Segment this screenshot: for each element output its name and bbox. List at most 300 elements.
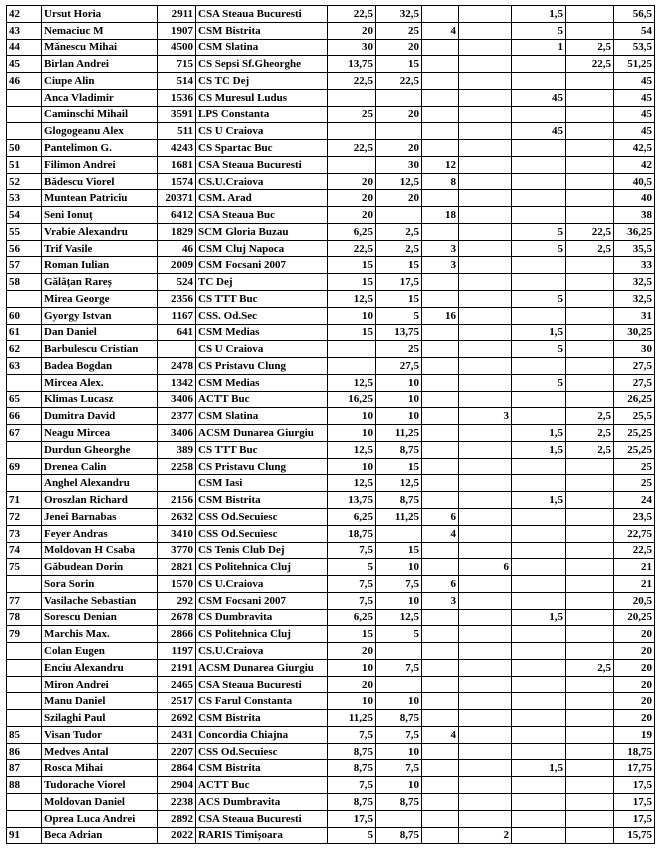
player-code-cell: 2156 [158,492,196,509]
points-total-cell: 42,5 [614,140,655,157]
points-6-cell [566,22,614,39]
points-4-cell [459,374,512,391]
player-name-cell: Bădescu Viorel [42,173,158,190]
club-name-cell: CS Politehnica Cluj [196,626,328,643]
rank-cell: 65 [7,391,42,408]
points-3-cell [422,643,459,660]
points-6-cell [566,525,614,542]
points-5-cell [512,726,566,743]
points-2-cell: 7,5 [376,726,422,743]
rank-cell: 79 [7,626,42,643]
points-2-cell: 10 [376,374,422,391]
table-row [7,374,655,391]
club-name-cell: ACTT Buc [196,391,328,408]
points-3-cell [422,374,459,391]
points-total-cell: 32,5 [614,291,655,308]
player-name-cell: Sora Sorin [42,576,158,593]
points-4-cell [459,341,512,358]
points-6-cell [566,73,614,90]
club-name-cell: CS.U.Craiova [196,173,328,190]
player-code-cell: 4243 [158,140,196,157]
points-3-cell [422,140,459,157]
points-total-cell: 45 [614,89,655,106]
points-5-cell: 1,5 [512,425,566,442]
club-name-cell: CS U Craiova [196,341,328,358]
points-total-cell: 30 [614,341,655,358]
points-3-cell [422,391,459,408]
points-1-cell: 6,25 [328,223,376,240]
points-6-cell [566,743,614,760]
points-6-cell [566,542,614,559]
points-5-cell: 1,5 [512,441,566,458]
player-code-cell: 1197 [158,643,196,660]
points-6-cell [566,274,614,291]
points-5-cell [512,274,566,291]
points-2-cell: 15 [376,291,422,308]
player-code-cell: 1536 [158,89,196,106]
points-1-cell: 12,5 [328,441,376,458]
points-1-cell: 7,5 [328,592,376,609]
points-3-cell [422,73,459,90]
points-1-cell: 17,5 [328,810,376,827]
player-name-cell: Durdun Gheorghe [42,441,158,458]
player-code-cell: 3410 [158,525,196,542]
player-code-cell: 2678 [158,609,196,626]
player-code-cell: 1574 [158,173,196,190]
points-3-cell [422,609,459,626]
points-total-cell: 17,75 [614,760,655,777]
player-name-cell: Filimon Andrei [42,156,158,173]
table-row [7,710,655,727]
points-1-cell: 15 [328,324,376,341]
points-total-cell: 56,5 [614,6,655,23]
table-row [7,190,655,207]
points-total-cell: 45 [614,73,655,90]
points-4-cell [459,525,512,542]
points-6-cell: 2,5 [566,240,614,257]
points-1-cell [328,156,376,173]
points-5-cell: 5 [512,341,566,358]
club-name-cell: CS Farul Constanta [196,693,328,710]
points-5-cell [512,693,566,710]
points-4-cell [459,140,512,157]
table-row [7,827,655,844]
ranking-table-body [7,6,655,844]
points-3-cell [422,542,459,559]
points-3-cell: 8 [422,173,459,190]
rank-cell: 45 [7,56,42,73]
points-3-cell [422,827,459,844]
points-2-cell: 15 [376,257,422,274]
points-total-cell: 19 [614,726,655,743]
player-code-cell: 3591 [158,106,196,123]
points-4-cell [459,240,512,257]
points-5-cell [512,676,566,693]
points-2-cell [376,123,422,140]
table-row [7,592,655,609]
points-4-cell [459,56,512,73]
points-4-cell [459,592,512,609]
points-5-cell [512,458,566,475]
points-3-cell [422,793,459,810]
rank-cell [7,106,42,123]
points-1-cell: 22,5 [328,73,376,90]
player-name-cell: Rosca Mihai [42,760,158,777]
points-4-cell [459,257,512,274]
points-5-cell: 5 [512,22,566,39]
club-name-cell: CSM Medias [196,324,328,341]
club-name-cell: CSM. Arad [196,190,328,207]
table-row [7,274,655,291]
points-2-cell: 5 [376,307,422,324]
points-4-cell [459,391,512,408]
player-name-cell: Seni Ionuț [42,207,158,224]
points-2-cell: 5 [376,626,422,643]
points-3-cell: 4 [422,726,459,743]
points-2-cell [376,810,422,827]
player-name-cell: Birlan Andrei [42,56,158,73]
points-6-cell [566,726,614,743]
player-name-cell: Sorescu Denian [42,609,158,626]
rank-cell: 46 [7,73,42,90]
club-name-cell: CSM Slatina [196,408,328,425]
points-5-cell [512,777,566,794]
points-5-cell [512,358,566,375]
club-name-cell: CSM Medias [196,374,328,391]
rank-cell: 71 [7,492,42,509]
table-row [7,6,655,23]
points-2-cell: 11,25 [376,425,422,442]
table-row [7,810,655,827]
points-4-cell [459,123,512,140]
player-name-cell: Anghel Alexandru [42,475,158,492]
player-code-cell: 1907 [158,22,196,39]
points-3-cell [422,56,459,73]
points-1-cell: 20 [328,207,376,224]
points-total-cell: 20 [614,643,655,660]
points-4-cell [459,207,512,224]
rank-cell: 86 [7,743,42,760]
rank-cell: 88 [7,777,42,794]
player-code-cell: 389 [158,441,196,458]
points-3-cell [422,106,459,123]
player-name-cell: Medves Antal [42,743,158,760]
points-5-cell: 5 [512,291,566,308]
table-row [7,257,655,274]
points-3-cell [422,223,459,240]
points-6-cell [566,576,614,593]
points-6-cell [566,324,614,341]
points-1-cell: 13,75 [328,56,376,73]
player-code-cell: 20371 [158,190,196,207]
table-row [7,207,655,224]
player-name-cell: Tudorache Viorel [42,777,158,794]
points-5-cell [512,559,566,576]
points-4-cell [459,508,512,525]
player-code-cell: 2632 [158,508,196,525]
table-row [7,726,655,743]
player-name-cell: Gălățan Rareș [42,274,158,291]
player-code-cell: 6412 [158,207,196,224]
points-4-cell [459,542,512,559]
player-name-cell: Dan Daniel [42,324,158,341]
points-2-cell [376,89,422,106]
player-code-cell: 3770 [158,542,196,559]
points-total-cell: 35,5 [614,240,655,257]
player-name-cell: Beca Adrian [42,827,158,844]
points-1-cell: 20 [328,643,376,660]
rank-cell [7,659,42,676]
points-1-cell: 12,5 [328,291,376,308]
points-6-cell [566,676,614,693]
player-name-cell: Muntean Patriciu [42,190,158,207]
points-1-cell: 7,5 [328,777,376,794]
points-1-cell: 30 [328,39,376,56]
points-3-cell: 6 [422,576,459,593]
points-5-cell: 1 [512,39,566,56]
points-4-cell [459,743,512,760]
points-5-cell: 5 [512,374,566,391]
points-total-cell: 18,75 [614,743,655,760]
player-name-cell: Colan Eugen [42,643,158,660]
club-name-cell: LPS Constanta [196,106,328,123]
club-name-cell: CSM Iasi [196,475,328,492]
points-6-cell [566,559,614,576]
points-6-cell [566,475,614,492]
points-1-cell: 10 [328,307,376,324]
points-1-cell: 20 [328,22,376,39]
points-3-cell [422,559,459,576]
points-total-cell: 45 [614,106,655,123]
rank-cell: 50 [7,140,42,157]
points-1-cell: 10 [328,693,376,710]
points-total-cell: 40,5 [614,173,655,190]
player-code-cell: 4500 [158,39,196,56]
player-code-cell: 641 [158,324,196,341]
points-1-cell: 8,75 [328,743,376,760]
points-3-cell [422,458,459,475]
points-total-cell: 17,5 [614,777,655,794]
rank-cell [7,89,42,106]
player-name-cell: Klimas Lucasz [42,391,158,408]
points-6-cell [566,592,614,609]
points-2-cell: 13,75 [376,324,422,341]
points-total-cell: 26,25 [614,391,655,408]
club-name-cell: CS Pristavu Clung [196,358,328,375]
points-1-cell: 6,25 [328,609,376,626]
club-name-cell: SCM Gloria Buzau [196,223,328,240]
points-5-cell [512,307,566,324]
points-2-cell: 10 [376,693,422,710]
rank-cell: 43 [7,22,42,39]
club-name-cell: CS Politehnica Cluj [196,559,328,576]
points-5-cell [512,659,566,676]
player-name-cell: Găbudean Dorin [42,559,158,576]
points-4-cell [459,291,512,308]
club-name-cell: CS TTT Buc [196,291,328,308]
points-2-cell: 10 [376,777,422,794]
points-total-cell: 20 [614,659,655,676]
points-2-cell: 15 [376,458,422,475]
points-4-cell [459,760,512,777]
points-5-cell [512,827,566,844]
player-name-cell: Manu Daniel [42,693,158,710]
points-5-cell [512,542,566,559]
points-4-cell [459,358,512,375]
player-name-cell: Vasilache Sebastian [42,592,158,609]
club-name-cell: ACSM Dunarea Giurgiu [196,425,328,442]
table-row [7,508,655,525]
club-name-cell: CSM Bistrita [196,492,328,509]
player-code-cell: 46 [158,240,196,257]
player-code-cell: 2191 [158,659,196,676]
rank-cell: 85 [7,726,42,743]
points-4-cell [459,492,512,509]
rank-cell: 53 [7,190,42,207]
points-total-cell: 20,5 [614,592,655,609]
player-name-cell: Gyorgy Istvan [42,307,158,324]
points-total-cell: 42 [614,156,655,173]
club-name-cell: TC Dej [196,274,328,291]
points-2-cell: 8,75 [376,441,422,458]
player-code-cell: 1681 [158,156,196,173]
points-total-cell: 53,5 [614,39,655,56]
points-total-cell: 25 [614,475,655,492]
player-name-cell: Drenea Calin [42,458,158,475]
points-1-cell: 7,5 [328,576,376,593]
points-6-cell [566,207,614,224]
points-4-cell [459,576,512,593]
points-6-cell [566,341,614,358]
points-4-cell [459,793,512,810]
points-1-cell: 13,75 [328,492,376,509]
player-code-cell: 514 [158,73,196,90]
points-4-cell [459,710,512,727]
points-3-cell: 18 [422,207,459,224]
player-name-cell: Ciupe Alin [42,73,158,90]
player-name-cell: Anca Vladimir [42,89,158,106]
points-2-cell: 17,5 [376,274,422,291]
table-row [7,223,655,240]
points-4-cell [459,307,512,324]
table-row [7,525,655,542]
player-name-cell: Glogogeanu Alex [42,123,158,140]
club-name-cell: CSM Focsani 2007 [196,257,328,274]
points-3-cell: 3 [422,240,459,257]
points-4-cell [459,458,512,475]
player-code-cell: 3406 [158,391,196,408]
club-name-cell: CSM Bistrita [196,710,328,727]
points-total-cell: 22,5 [614,542,655,559]
rank-cell [7,441,42,458]
rank-cell: 67 [7,425,42,442]
points-4-cell [459,223,512,240]
points-2-cell [376,525,422,542]
points-2-cell: 32,5 [376,6,422,23]
points-1-cell: 18,75 [328,525,376,542]
table-row [7,559,655,576]
player-name-cell: Pantelimon G. [42,140,158,157]
points-2-cell: 15 [376,542,422,559]
points-3-cell [422,441,459,458]
points-4-cell [459,475,512,492]
points-3-cell [422,777,459,794]
rank-cell: 74 [7,542,42,559]
points-6-cell [566,693,614,710]
points-6-cell [566,190,614,207]
player-name-cell: Mirea George [42,291,158,308]
player-code-cell: 2238 [158,793,196,810]
table-row [7,240,655,257]
rank-cell: 62 [7,341,42,358]
points-3-cell [422,123,459,140]
rank-cell [7,810,42,827]
table-row [7,475,655,492]
points-3-cell [422,358,459,375]
points-total-cell: 20 [614,626,655,643]
player-name-cell: Vrabie Alexandru [42,223,158,240]
points-1-cell [328,341,376,358]
points-5-cell [512,257,566,274]
points-total-cell: 20 [614,676,655,693]
points-3-cell [422,89,459,106]
club-name-cell: CSA Steaua Bucuresti [196,6,328,23]
player-name-cell: Neagu Mircea [42,425,158,442]
points-5-cell [512,710,566,727]
points-3-cell [422,626,459,643]
points-3-cell: 4 [422,22,459,39]
points-2-cell: 20 [376,39,422,56]
player-code-cell: 2904 [158,777,196,794]
table-row [7,341,655,358]
rank-cell [7,374,42,391]
player-name-cell: Szilaghi Paul [42,710,158,727]
rank-cell: 55 [7,223,42,240]
table-row [7,760,655,777]
points-5-cell: 5 [512,223,566,240]
rank-cell: 91 [7,827,42,844]
club-name-cell: ACTT Buc [196,777,328,794]
rank-cell: 60 [7,307,42,324]
player-name-cell: Ursut Horia [42,6,158,23]
points-1-cell: 8,75 [328,793,376,810]
table-row [7,626,655,643]
points-6-cell [566,810,614,827]
player-code-cell: 3406 [158,425,196,442]
points-4-cell [459,274,512,291]
points-6-cell [566,626,614,643]
rank-cell: 57 [7,257,42,274]
points-total-cell: 51,25 [614,56,655,73]
points-6-cell: 2,5 [566,39,614,56]
points-3-cell: 12 [422,156,459,173]
points-6-cell [566,6,614,23]
club-name-cell: CSM Bistrita [196,760,328,777]
points-1-cell: 15 [328,274,376,291]
player-code-cell: 1829 [158,223,196,240]
points-1-cell: 8,75 [328,760,376,777]
points-4-cell: 3 [459,408,512,425]
rank-cell [7,793,42,810]
points-6-cell [566,374,614,391]
points-5-cell [512,810,566,827]
points-total-cell: 25,25 [614,441,655,458]
club-name-cell: CS Dumbravita [196,609,328,626]
points-total-cell: 20,25 [614,609,655,626]
player-code-cell: 2864 [158,760,196,777]
table-row [7,123,655,140]
points-2-cell [376,643,422,660]
